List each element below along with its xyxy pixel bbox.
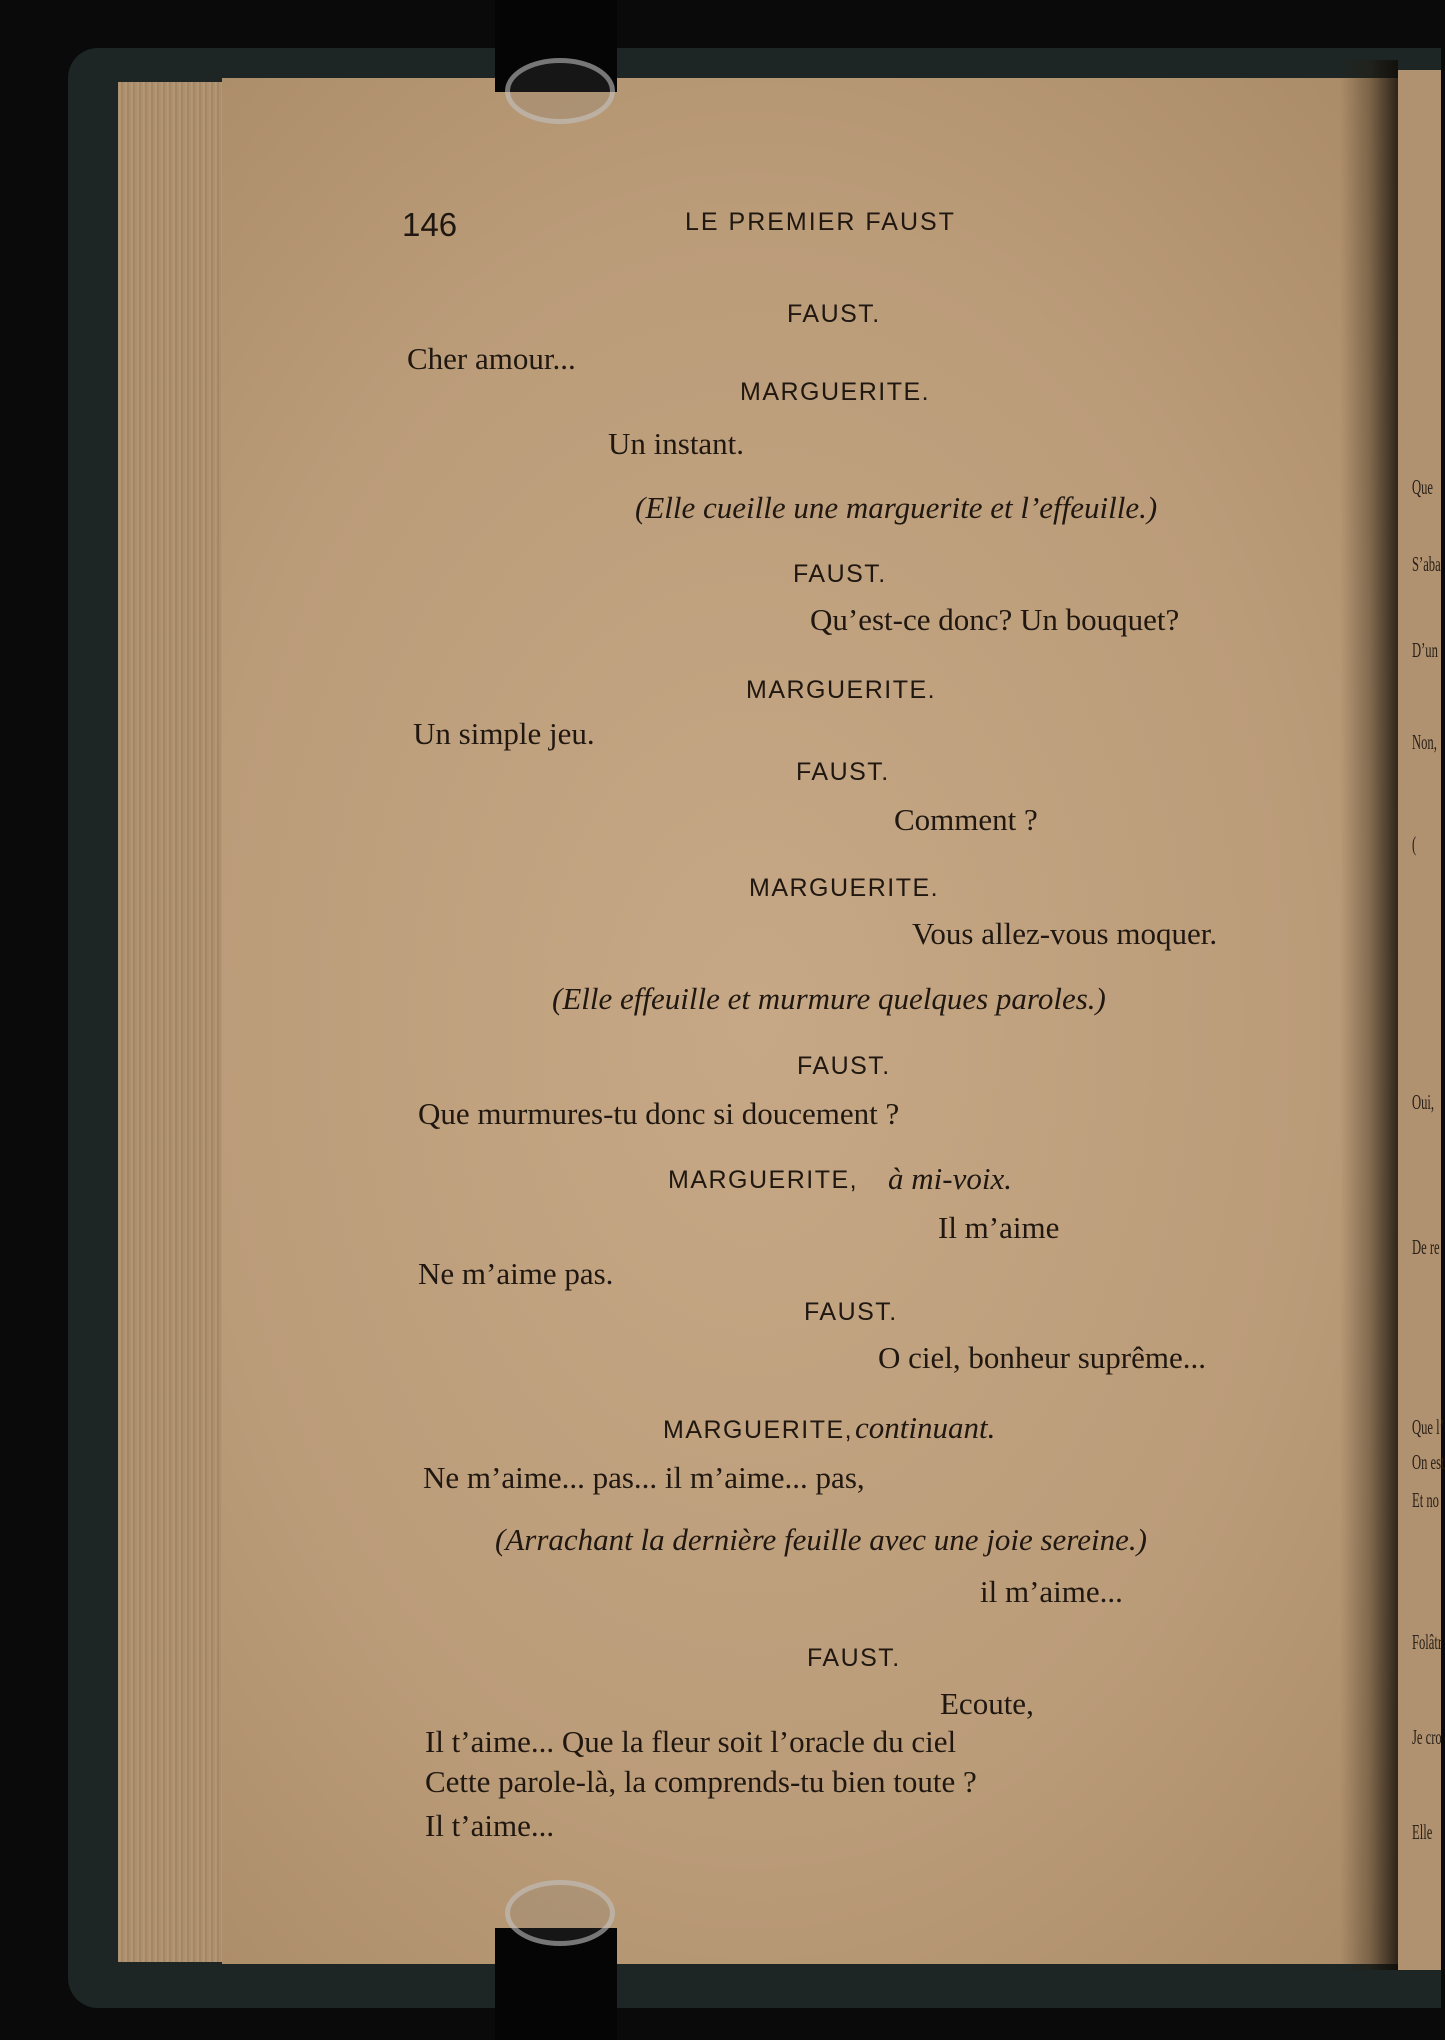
- dialogue-line: Un instant.: [608, 426, 745, 461]
- dialogue-line: O ciel, bonheur suprême...: [878, 1340, 1206, 1375]
- bottom-clip: [505, 1880, 615, 1946]
- facing-page-line: (: [1412, 832, 1417, 856]
- dialogue-line: Vous allez-vous moquer.: [912, 916, 1218, 951]
- facing-page-line: Et no: [1412, 1488, 1439, 1512]
- speaker-label: FAUST.: [807, 1644, 901, 1672]
- stage-direction: (Elle cueille une marguerite et l’effeuille.): [635, 490, 1158, 525]
- page: [222, 78, 1407, 1964]
- speaker-label: MARGUERITE.: [749, 874, 940, 902]
- facing-page-line: D’un: [1412, 638, 1438, 662]
- facing-page-line: On est: [1412, 1450, 1445, 1474]
- speaker-label: FAUST.: [797, 1052, 891, 1080]
- stage-direction: continuant.: [855, 1410, 996, 1445]
- dialogue-line: Que murmures-tu donc si doucement ?: [418, 1096, 900, 1131]
- facing-page-line: Que l’: [1412, 1415, 1444, 1439]
- stage-direction: à mi-voix.: [888, 1161, 1012, 1196]
- dialogue-line: Ne m’aime... pas... il m’aime... pas,: [423, 1460, 865, 1495]
- facing-page-line: S’aba: [1412, 552, 1441, 576]
- dialogue-line: Il m’aime: [938, 1210, 1060, 1245]
- dialogue-line: Ecoute,: [940, 1686, 1034, 1721]
- speaker-label: FAUST.: [804, 1298, 898, 1326]
- speaker-label: FAUST.: [796, 758, 890, 786]
- facing-page-line: De re: [1412, 1235, 1440, 1259]
- dialogue-line: Cher amour...: [407, 341, 576, 376]
- top-clip: [505, 58, 615, 124]
- facing-page-line: Folâtr: [1412, 1630, 1443, 1654]
- stage-direction: (Elle effeuille et murmure quelques paroles.): [552, 981, 1106, 1016]
- dialogue-line: il m’aime...: [980, 1574, 1123, 1609]
- facing-page-line: Oui,: [1412, 1090, 1435, 1114]
- dialogue-line: Ne m’aime pas.: [418, 1256, 614, 1291]
- dialogue-line: Qu’est-ce donc? Un bouquet?: [810, 602, 1180, 637]
- facing-page-line: Elle: [1412, 1820, 1433, 1844]
- dialogue-line: Comment ?: [894, 802, 1038, 837]
- page-number: 146: [402, 206, 458, 243]
- speaker-label: MARGUERITE.: [740, 378, 931, 406]
- dialogue-line: Il t’aime...: [425, 1808, 555, 1843]
- speaker-label: FAUST.: [787, 300, 881, 328]
- facing-page-line: Que: [1412, 475, 1433, 499]
- speaker-label: MARGUERITE,: [668, 1166, 859, 1194]
- gutter-shadow: [1340, 60, 1398, 1970]
- dialogue-line: Il t’aime... Que la fleur soit l’oracle du ciel: [425, 1724, 957, 1759]
- dialogue-line: Cette parole-là, la comprends-tu bien toute ?: [425, 1764, 977, 1799]
- speaker-label: MARGUERITE.: [746, 676, 937, 704]
- speaker-label: FAUST.: [793, 560, 887, 588]
- running-title: LE PREMIER FAUST: [685, 208, 956, 236]
- dialogue-line: Un simple jeu.: [413, 716, 595, 751]
- page-edges: [118, 82, 230, 1962]
- facing-page-edge: [1398, 70, 1445, 1970]
- facing-page-line: Non,: [1412, 730, 1437, 754]
- facing-page-line: Je cro: [1412, 1725, 1442, 1749]
- stage-direction: (Arrachant la dernière feuille avec une joie sereine.): [495, 1522, 1147, 1557]
- speaker-label: MARGUERITE,: [663, 1416, 854, 1444]
